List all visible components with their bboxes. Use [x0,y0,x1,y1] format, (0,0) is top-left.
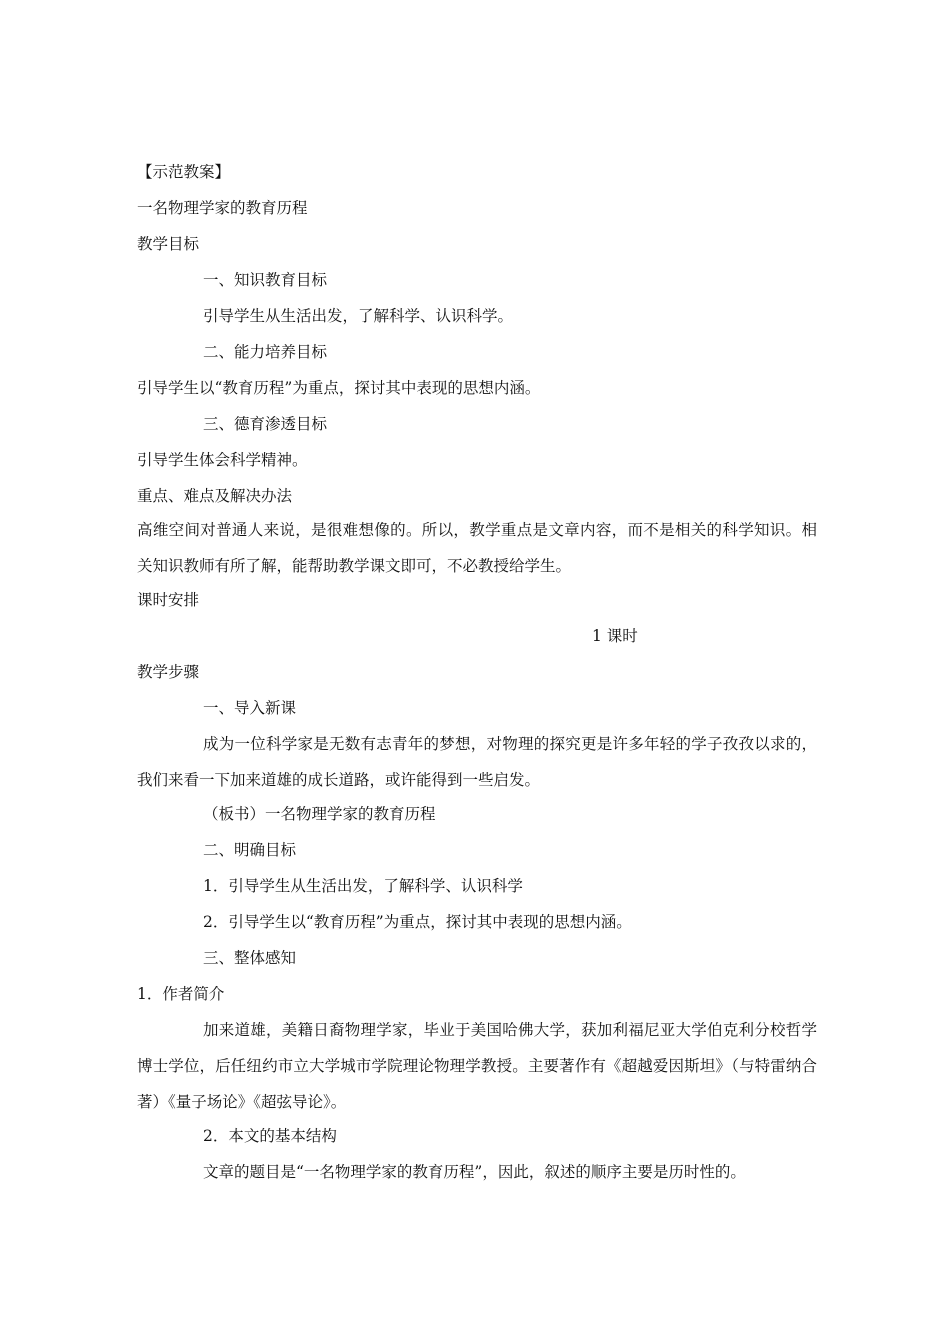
step-1-board: （板书）一名物理学家的教育历程 [203,805,436,823]
step-1-text: 成为一位科学家是无数有志青年的梦想，对物理的探究更是许多年轻的学子孜孜以求的，我们来看一下加来道雄的成长道路，或许能得到一些启发。 [137,735,817,789]
document-page [137,158,817,1194]
step-3-heading: 三、整体感知 [203,949,297,967]
step-2-item-2: 2．引导学生以“教育历程”为重点，探讨其中表现的思想内涵。 [203,913,632,931]
objective-1-heading: 一、知识教育目标 [203,271,328,289]
doc-title: 一名物理学家的教育历程 [137,199,308,217]
schedule-heading: 课时安排 [137,591,200,609]
schedule-value: 1 课时 [592,627,638,645]
structure-heading: 2．本文的基本结构 [203,1127,337,1145]
step-1-heading: 一、导入新课 [203,699,297,717]
objective-1-text: 引导学生从生活出发，了解科学、认识科学。 [203,307,514,325]
key-points-heading: 重点、难点及解决办法 [137,487,293,505]
doc-header: 【示范教案】 [137,163,231,181]
step-2-item-1: 1．引导学生从生活出发，了解科学、认识科学 [203,877,523,895]
objective-3-heading: 三、德育渗透目标 [203,415,328,433]
steps-heading: 教学步骤 [137,663,200,681]
author-heading: 1．作者简介 [137,985,225,1003]
key-points-text: 高维空间对普通人来说，是很难想像的。所以，教学重点是文章内容，而不是相关的科学知识。相关知识教师有所了解，能帮助教学课文即可，不必教授给学生。 [137,521,817,575]
objective-2-text: 引导学生以“教育历程”为重点，探讨其中表现的思想内涵。 [137,379,541,397]
objective-3-text: 引导学生体会科学精神。 [137,451,308,469]
step-2-heading: 二、明确目标 [203,841,297,859]
author-text: 加来道雄，美籍日裔物理学家，毕业于美国哈佛大学，获加利福尼亚大学伯克利分校哲学博士学位，后任纽约市立大学城市学院理论物理学教授。主要著作有《超越爱因斯坦》（与特雷纳合著）《量子场论》《超弦导论》。 [137,1021,817,1111]
structure-text: 文章的题目是“一名物理学家的教育历程”，因此，叙述的顺序主要是历时性的。 [203,1163,746,1181]
objective-2-heading: 二、能力培养目标 [203,343,328,361]
objectives-heading: 教学目标 [137,235,200,253]
